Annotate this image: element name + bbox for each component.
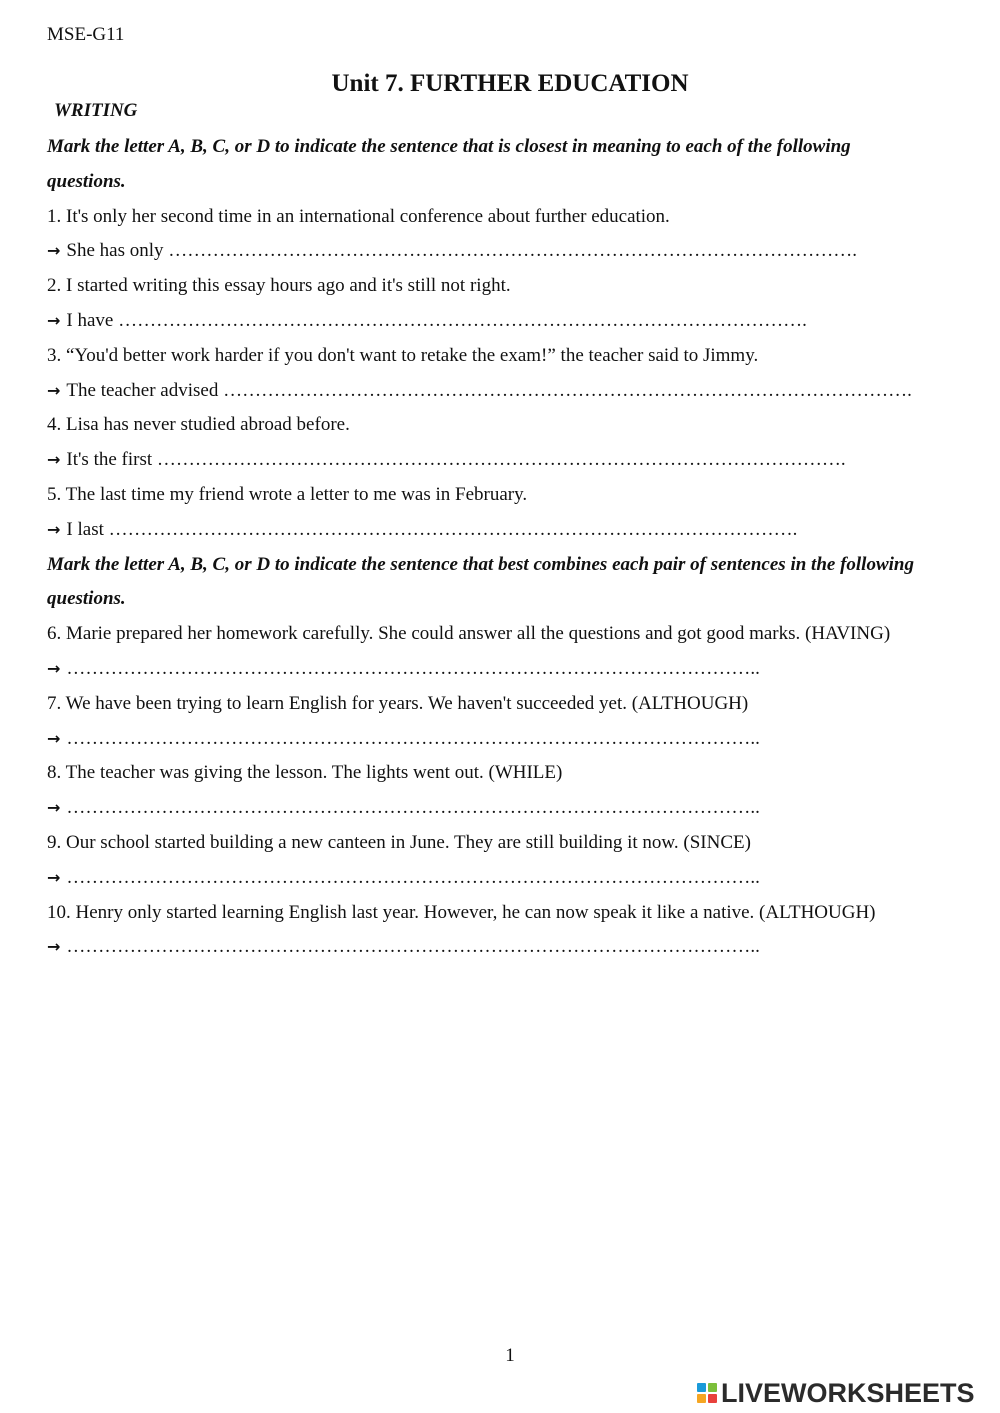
question-8: 8. The teacher was giving the lesson. The lights went out. (WHILE)	[47, 762, 563, 784]
answer-line-9[interactable]	[47, 861, 982, 896]
logo-square-orange	[697, 1394, 706, 1403]
answer-text: I last ……………………………………………………………………………………………….	[66, 518, 798, 540]
question-10: 10. Henry only started learning English last year. However, he can now speak it like a native. (ALTHOUGH)	[47, 901, 876, 923]
instruction-part2-cont: questions.	[47, 588, 126, 610]
logo-square-red	[708, 1394, 717, 1403]
answer-line-3[interactable]	[47, 374, 982, 409]
answer-line-5[interactable]	[47, 513, 982, 548]
answer-text: ………………………………………………………………………………………………..	[66, 727, 760, 749]
answer-line-6[interactable]	[47, 652, 982, 687]
section-heading: WRITING	[54, 100, 138, 121]
logo-square-blue	[697, 1383, 706, 1392]
instruction-part1: Mark the letter A, B, C, or D to indicate the sentence that is closest in meaning to each of the following	[47, 136, 851, 157]
answer-text: I have ……………………………………………………………………………………………….	[66, 309, 807, 331]
logo-icon	[697, 1383, 717, 1403]
answer-text: ………………………………………………………………………………………………..	[66, 936, 760, 958]
answer-line-4[interactable]	[47, 443, 982, 478]
answer-text: ………………………………………………………………………………………………..	[66, 797, 760, 819]
answer-text: The teacher advised ……………………………………………………………………………………………….	[66, 379, 912, 401]
arrow-icon: →	[47, 728, 61, 748]
page-title: Unit 7. FURTHER EDUCATION	[331, 70, 689, 97]
document-code: MSE-G11	[47, 24, 125, 45]
arrow-icon: →	[47, 241, 61, 261]
logo-square-green	[708, 1383, 717, 1392]
instruction-part2: Mark the letter A, B, C, or D to indicate the sentence that best combines each pair of sentences in the following	[47, 553, 914, 575]
answer-text: ………………………………………………………………………………………………..	[66, 866, 760, 888]
answer-line-2[interactable]	[47, 304, 982, 339]
answer-text: ………………………………………………………………………………………………..	[66, 657, 760, 679]
arrow-icon: →	[47, 380, 61, 400]
question-9: 9. Our school started building a new canteen in June. They are still building it now. (SINCE)	[47, 831, 751, 853]
arrow-icon: →	[47, 450, 61, 470]
answer-line-10[interactable]	[47, 930, 982, 965]
answer-text: It's the first ……………………………………………………………………………………………….	[66, 449, 846, 471]
arrow-icon: →	[47, 658, 61, 678]
arrow-icon: →	[47, 310, 61, 330]
answer-text: She has only ……………………………………………………………………………………………….	[66, 240, 858, 262]
question-6: 6. Marie prepared her homework carefully. She could answer all the questions and got good marks. (HAVING)	[47, 623, 891, 645]
question-7: 7. We have been trying to learn English for years. We haven't succeeded yet. (ALTHOUGH)	[47, 692, 749, 714]
answer-line-1[interactable]	[47, 234, 982, 269]
arrow-icon: →	[47, 867, 61, 887]
answer-line-7[interactable]	[47, 722, 982, 757]
question-3: 3. “You'd better work harder if you don't want to retake the exam!” the teacher said to Jimmy.	[47, 344, 759, 366]
arrow-icon: →	[47, 798, 61, 818]
worksheet-body	[47, 130, 982, 965]
arrow-icon: →	[47, 519, 61, 539]
arrow-icon: →	[47, 937, 61, 957]
question-1: 1. It's only her second time in an international conference about further education.	[47, 205, 670, 227]
logo-text: LIVEWORKSHEETS	[721, 1377, 975, 1408]
page-number: 1	[505, 1345, 515, 1366]
liveworksheets-logo	[697, 1378, 975, 1408]
question-4: 4. Lisa has never studied abroad before.	[47, 414, 350, 436]
question-5: 5. The last time my friend wrote a letter to me was in February.	[47, 483, 528, 505]
answer-line-8[interactable]	[47, 791, 982, 826]
question-2: 2. I started writing this essay hours ago and it's still not right.	[47, 275, 511, 297]
instruction-part1-cont: questions.	[47, 170, 126, 192]
